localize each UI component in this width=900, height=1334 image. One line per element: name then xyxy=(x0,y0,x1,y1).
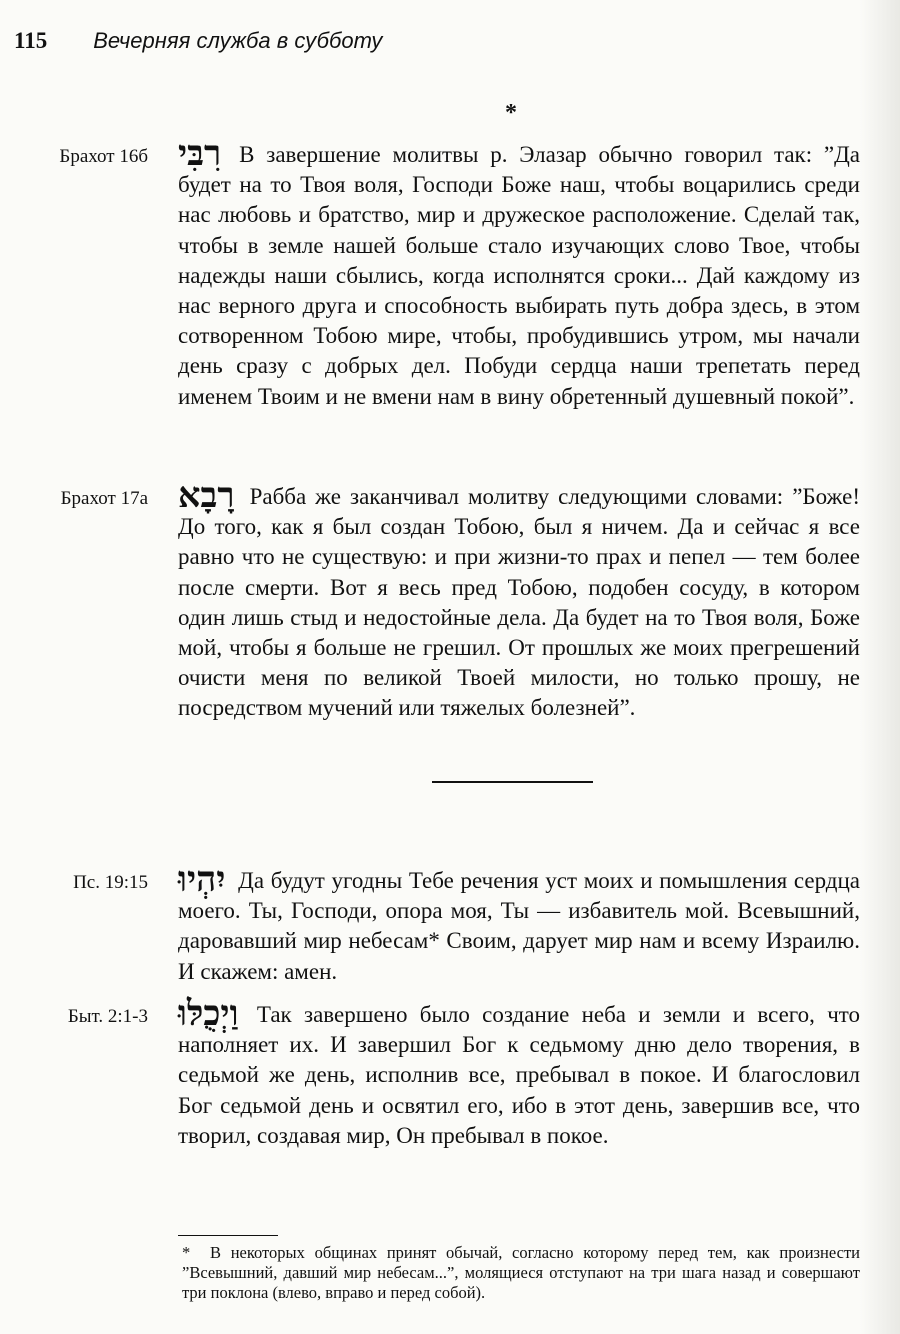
source-reference: Быт. 2:1-3 xyxy=(67,1006,148,1027)
hebrew-incipit: רָבָא xyxy=(178,475,235,516)
section-ornament: * xyxy=(505,100,517,126)
entry-text: Да будут угодны Тебе речения уст моих и помышления сердца моего. Ты, Господи, опора моя, Ты — избавитель мой. Всевышний, даровавший мир небесам* Своим, дарует мир нам и всему Израилю. И скажем: амен. xyxy=(178,868,861,984)
entry-text: Рабба же заканчивал молитву следующими словами: ”Боже! До того, как я был создан Тобою, был я ничем. Да и сейчас я все равно что не существую: и при жизни-то прах и пепел — тем более после смерти. Вот я весь пред Тобою, подобен сосуду, в котором один лишь стыд и недостойные дела. Да будет на то Твоя воля, Боже мой, чтобы я больше не грешил. От прошлых же моих прегрешений очисти меня по великой Твоей милости, но только прошу, не посредством мучений или тяжелых болезней”. xyxy=(178,484,860,721)
entry-text: Так завершено было создание неба и земли и всего, что наполняет их. И завершил Бог к седьмому дню дело творения, в седьмой же день, исполнив все, пребывал в покое. И благословил Бог седьмой день и освятил его, ибо в этот день, завершив все, что творил, создавая мир, Он пребывал в покое. xyxy=(178,1002,861,1148)
section-divider xyxy=(432,781,593,783)
source-reference: Пс. 19:15 xyxy=(73,872,148,893)
entry-text: В завершение молитвы р. Элазар обычно говорил так: ”Да будет на то Твоя воля, Господи Боже наш, чтобы воцарились среди нас любовь и братство, мир и дружеское расположение. Сделай так, чтобы в земле нашей больше стало изучающих слово Твое, чтобы надежды наши сбылись, когда исполнятся сроки... Дай каждому из нас верного друга и способность выбирать путь добра здесь, в этом сотворенном Тобою мире, чтобы, пробудившись утром, мы начали день сразу с добрых дел. Побуди сердца наши трепетать перед именем Твоим и не вмени нам в вину обретенный душевный покой”. xyxy=(178,142,861,409)
entry-body xyxy=(178,133,861,412)
page-edge-shadow xyxy=(860,0,900,1334)
hebrew-incipit: רִבִּי xyxy=(178,133,222,174)
footnote-text: В некоторых общинах принят обычай, согласно которому перед тем, как произнести ”Всевышний, давший мир небесам...”, молящиеся отступают на три шага назад и совершают три поклона (влево, вправо и перед собой). xyxy=(182,1243,860,1302)
footnote-mark: * xyxy=(182,1243,191,1262)
footnote-rule xyxy=(178,1235,278,1236)
source-reference: Брахот 17а xyxy=(60,488,148,509)
running-title: Вечерняя служба в субботу xyxy=(93,28,383,53)
entry-body xyxy=(178,993,861,1151)
footnote xyxy=(182,1243,860,1303)
entry-body xyxy=(178,475,860,724)
source-reference: Брахот 16б xyxy=(59,146,148,167)
entry-body xyxy=(178,859,861,987)
page-header xyxy=(14,28,382,64)
page-number: 115 xyxy=(14,28,48,53)
hebrew-incipit: וַיְכֻלּוּ xyxy=(178,993,239,1034)
hebrew-incipit: יִהְיוּ xyxy=(178,859,226,900)
